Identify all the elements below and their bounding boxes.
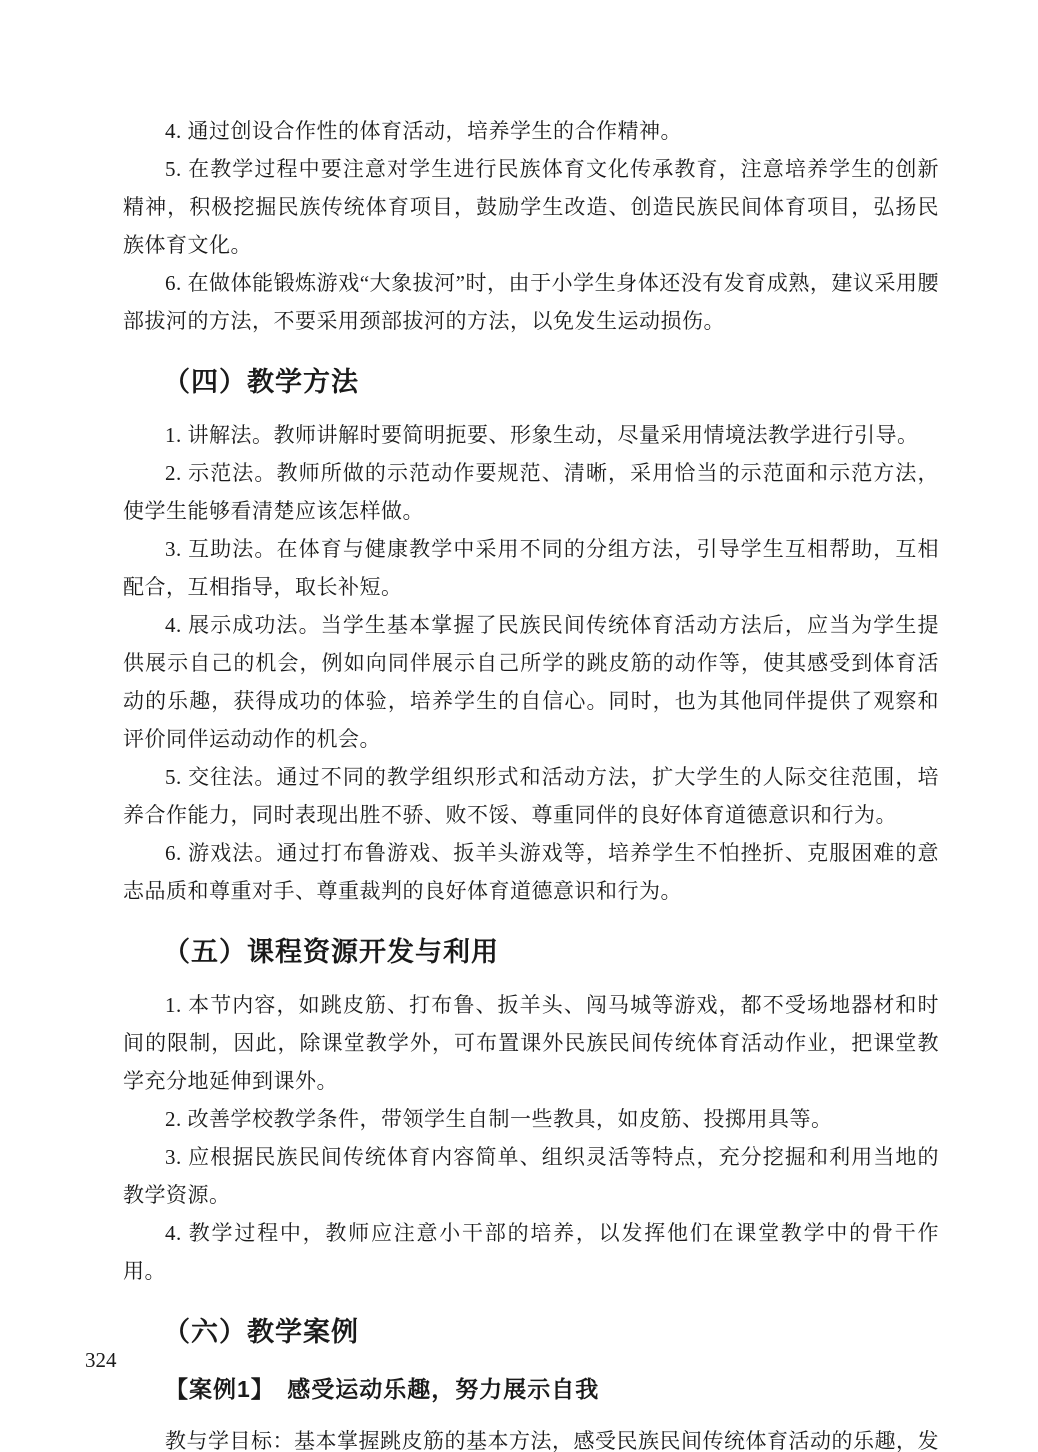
paragraph: 2. 示范法。教师所做的示范动作要规范、清晰，采用恰当的示范面和示范方法，使学生能够看清楚应该怎样做。 bbox=[123, 461, 939, 523]
paragraph: 5. 在教学过程中要注意对学生进行民族体育文化传承教育，注意培养学生的创新精神，积极挖掘民族传统体育项目，鼓励学生改造、创造民族民间体育项目，弘扬民族体育文化。 bbox=[123, 157, 939, 257]
paragraph: 6. 游戏法。通过打布鲁游戏、扳羊头游戏等，培养学生不怕挫折、克服困难的意志品质和尊重对手、尊重裁判的良好体育道德意识和行为。 bbox=[123, 841, 939, 903]
paragraph: 1. 本节内容，如跳皮筋、打布鲁、扳羊头、闯马城等游戏，都不受场地器材和时间的限制，因此，除课堂教学外，可布置课外民族民间传统体育活动作业，把课堂教学充分地延伸到课外。 bbox=[123, 993, 939, 1093]
section-heading-teaching-methods: （四）教学方法 bbox=[163, 367, 359, 397]
section-heading-curriculum-resources: （五）课程资源开发与利用 bbox=[163, 937, 499, 967]
paragraph: 1. 讲解法。教师讲解时要简明扼要、形象生动，尽量采用情境法教学进行引导。 bbox=[165, 423, 919, 447]
paragraph: 4. 通过创设合作性的体育活动，培养学生的合作精神。 bbox=[165, 119, 682, 143]
section-heading-teaching-cases: （六）教学案例 bbox=[163, 1317, 359, 1347]
paragraph: 教与学目标：基本掌握跳皮筋的基本方法，感受民族民间传统体育活动的乐趣，发 bbox=[165, 1429, 939, 1452]
paragraph: 4. 教学过程中，教师应注意小干部的培养，以发挥他们在课堂教学中的骨干作用。 bbox=[123, 1221, 939, 1283]
paragraph: 5. 交往法。通过不同的教学组织形式和活动方法，扩大学生的人际交往范围，培养合作能力，同时表现出胜不骄、败不馁、尊重同伴的良好体育道德意识和行为。 bbox=[123, 765, 939, 827]
page-content bbox=[123, 112, 939, 1452]
paragraph: 6. 在做体能锻炼游戏“大象拔河”时，由于小学生身体还没有发育成熟，建议采用腰部拔河的方法，不要采用颈部拔河的方法，以免发生运动损伤。 bbox=[123, 271, 939, 333]
page-number: 324 bbox=[85, 1348, 117, 1372]
paragraph: 3. 互助法。在体育与健康教学中采用不同的分组方法，引导学生互相帮助，互相配合，互相指导，取长补短。 bbox=[123, 537, 939, 599]
paragraph: 4. 展示成功法。当学生基本掌握了民族民间传统体育活动方法后，应当为学生提供展示自己的机会，例如向同伴展示自己所学的跳皮筋的动作等，使其感受到体育活动的乐趣，获得成功的体验，培养学生的自信心。同时，也为其他同伴提供了观察和评价同伴运动动作的机会。 bbox=[123, 613, 939, 751]
paragraph: 3. 应根据民族民间传统体育内容简单、组织灵活等特点，充分挖掘和利用当地的教学资源。 bbox=[123, 1145, 939, 1207]
paragraph: 2. 改善学校教学条件，带领学生自制一些教具，如皮筋、投掷用具等。 bbox=[165, 1107, 833, 1131]
case-title: 【案例1】 感受运动乐趣，努力展示自我 bbox=[165, 1376, 600, 1402]
